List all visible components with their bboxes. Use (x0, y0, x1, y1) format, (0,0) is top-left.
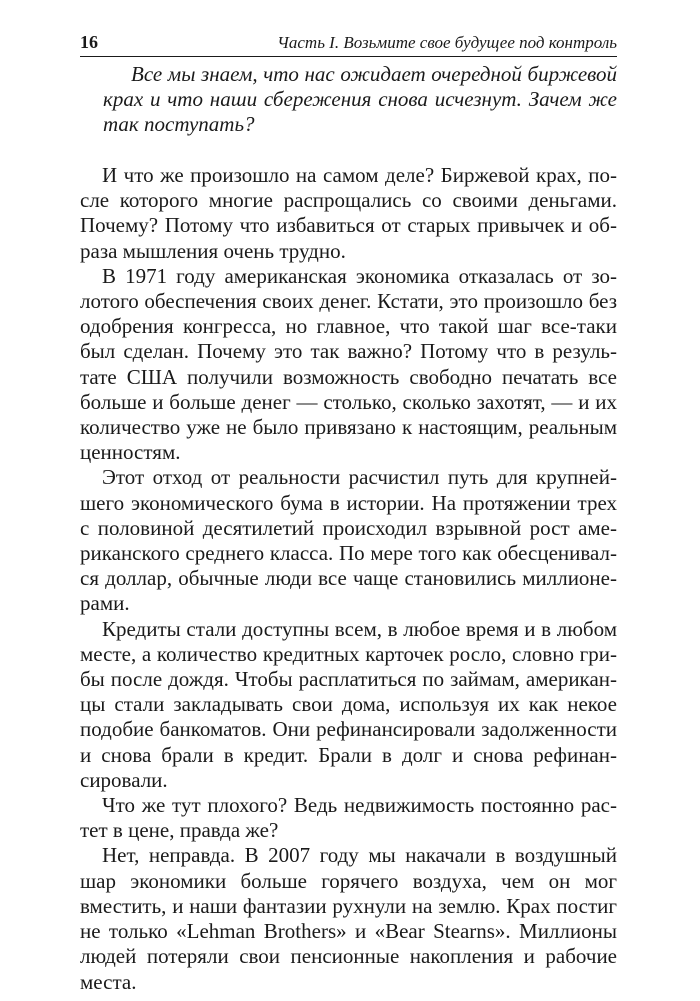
paragraph: Этот отход от реальности расчистил путь для крупнейшего экономического бума в истории. На протяжении трех с половиной десятилетий происходил взрывной рост американского среднего класса. По мере того как обесценивался доллар, обычные люди все чаще становились миллионерами. (80, 465, 617, 616)
running-title: Часть I. Возьмите свое будущее под контроль (277, 33, 617, 52)
paragraph: Нет, неправда. В 2007 году мы накачали в воздушный шар экономики больше горячего воздуха, чем он мог вместить, и наши фантазии рухнули на землю. Крах постиг не только «Lehman Brothers» и «Bear Stearns». Миллионы людей потеряли свои пенсионные накопления и рабочие места. (80, 843, 617, 994)
running-header (80, 26, 617, 57)
paragraph: Что же тут плохого? Ведь недвижимость постоянно растет в цене, правда же? (80, 793, 617, 843)
epigraph: Все мы знаем, что нас ожидает очередной биржевой крах и что наши сбережения снова исчезнут. Зачем же так поступать? (103, 62, 617, 136)
page-number: 16 (80, 32, 98, 52)
body-text (80, 163, 617, 995)
paragraph: И что же произошло на самом деле? Биржевой крах, после которого многие распрощались со своими деньгами. Почему? Потому что избавиться от старых привычек и образа мышления очень трудно. (80, 163, 617, 263)
paragraph: В 1971 году американская экономика отказалась от золотого обеспечения своих денег. Кстати, это произошло без одобрения конгресса, но главное, что такой шаг все-таки был сделан. Почему это так важно? Потому что в результате США получили возможность свободно печатать все больше и больше денег — столько, сколько захотят, — и их количество уже не было привязано к настоящим, реальным ценностям. (80, 263, 617, 465)
paragraph: Кредиты стали доступны всем, в любое время и в любом месте, а количество кредитных карточек росло, словно грибы после дождя. Чтобы расплатиться по займам, американцы стали закладывать свои дома, используя их как некое подобие банкоматов. Они рефинансировали задолженности и снова брали в кредит. Брали в долг и снова рефинансировали. (80, 616, 617, 792)
